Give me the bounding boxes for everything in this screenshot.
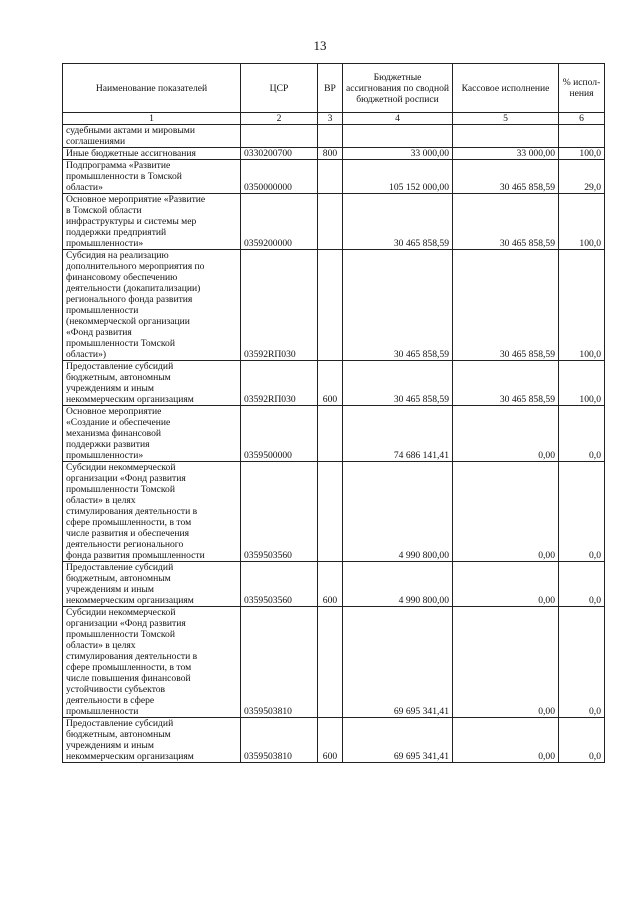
execution-percent-cell: 100,0 — [559, 361, 605, 406]
csr-cell: 0359503560 — [241, 562, 318, 607]
table-row — [63, 406, 605, 462]
indicator-name-line: некоммерческим организациям — [66, 595, 194, 606]
table-row — [63, 562, 605, 607]
vr-cell: 600 — [318, 718, 343, 763]
indicator-name-line: дополнительного мероприятия по — [66, 261, 205, 272]
indicator-name-line: в Томской области — [66, 205, 142, 216]
indicator-name-line: финансовому обеспечению — [66, 272, 178, 283]
csr-cell: 0359503810 — [241, 607, 318, 718]
indicator-name-cell — [63, 607, 241, 718]
budget-assignments-cell: 69 695 341,41 — [343, 718, 453, 763]
csr-cell: 0359503810 — [241, 718, 318, 763]
indicator-name-line: соглашениями — [66, 136, 126, 147]
indicator-name-line: деятельности (докапитализации) — [66, 283, 201, 294]
budget-assignments-cell: 30 465 858,59 — [343, 361, 453, 406]
indicator-name-line: учреждениям и иным — [66, 584, 154, 595]
cash-execution-cell: 0,00 — [453, 406, 559, 462]
indicator-name-line: Субсидии некоммерческой — [66, 462, 176, 473]
cash-execution-cell: 33 000,00 — [453, 148, 559, 160]
table-row — [63, 718, 605, 763]
indicator-name-cell — [63, 148, 241, 160]
execution-percent-cell: 29,0 — [559, 160, 605, 194]
indicator-name-line: числе развития и обеспечения — [66, 528, 190, 539]
indicator-name-cell — [63, 194, 241, 250]
vr-cell — [318, 406, 343, 462]
table-row — [63, 250, 605, 361]
indicator-name-line: промышленности — [66, 706, 139, 717]
column-number: 1 — [63, 113, 241, 125]
indicator-name-line: Основное мероприятие — [66, 406, 162, 417]
indicator-name-line: бюджетным, автономным — [66, 573, 171, 584]
indicator-name-cell — [63, 718, 241, 763]
table-row — [63, 125, 605, 148]
execution-percent-cell: 100,0 — [559, 194, 605, 250]
budget-assignments-cell: 30 465 858,59 — [343, 194, 453, 250]
indicator-name-cell — [63, 125, 241, 148]
indicator-name-cell — [63, 562, 241, 607]
indicator-name-line: Субсидия на реализацию — [66, 250, 169, 261]
indicator-name-line: числе повышения финансовой — [66, 673, 191, 684]
budget-assignments-cell: 4 990 800,00 — [343, 562, 453, 607]
indicator-name-line: «Фонд развития — [66, 327, 132, 338]
indicator-name-line: области») — [66, 349, 107, 360]
vr-cell — [318, 250, 343, 361]
indicator-name-line: Иные бюджетные ассигнования — [66, 148, 196, 159]
cash-execution-cell: 0,00 — [453, 607, 559, 718]
indicator-name-cell — [63, 250, 241, 361]
column-number: 4 — [343, 113, 453, 125]
indicator-name-line: деятельности регионального — [66, 539, 184, 550]
cash-execution-cell: 30 465 858,59 — [453, 361, 559, 406]
header-indicator-name: Наименование показателей — [63, 64, 241, 113]
vr-cell: 800 — [318, 148, 343, 160]
table-row — [63, 361, 605, 406]
execution-percent-cell — [559, 125, 605, 148]
cash-execution-cell — [453, 125, 559, 148]
header-cash-execution: Кассовое исполнение — [453, 64, 559, 113]
vr-cell — [318, 462, 343, 562]
indicator-name-line: деятельности в сфере — [66, 695, 155, 706]
csr-cell: 0359503560 — [241, 462, 318, 562]
budget-assignments-cell: 69 695 341,41 — [343, 607, 453, 718]
csr-cell — [241, 125, 318, 148]
indicator-name-line: некоммерческим организациям — [66, 394, 194, 405]
csr-cell: 0350000000 — [241, 160, 318, 194]
indicator-name-line: Предоставление субсидий — [66, 718, 174, 729]
indicator-name-line: фонда развития промышленности — [66, 550, 205, 561]
cash-execution-cell: 30 465 858,59 — [453, 160, 559, 194]
table-row — [63, 194, 605, 250]
indicator-name-line: стимулирования деятельности в — [66, 651, 198, 662]
budget-execution-table — [62, 63, 605, 763]
budget-assignments-cell — [343, 125, 453, 148]
vr-cell — [318, 125, 343, 148]
indicator-name-line: промышленности — [66, 305, 139, 316]
header-execution-percent: % испол-нения — [559, 64, 605, 113]
column-number: 2 — [241, 113, 318, 125]
execution-percent-cell: 100,0 — [559, 250, 605, 361]
indicator-name-line: области» в целях — [66, 495, 136, 506]
csr-cell: 0359500000 — [241, 406, 318, 462]
header-budget-assignments: Бюджетные ассигнования по сводной бюджетной росписи — [343, 64, 453, 113]
table-row — [63, 462, 605, 562]
execution-percent-cell: 0,0 — [559, 718, 605, 763]
indicator-name-line: промышленности» — [66, 238, 144, 249]
indicator-name-line: поддержки развития — [66, 439, 150, 450]
indicator-name-line: бюджетным, автономным — [66, 372, 171, 383]
csr-cell: 0330200700 — [241, 148, 318, 160]
column-number: 3 — [318, 113, 343, 125]
indicator-name-cell — [63, 406, 241, 462]
indicator-name-line: сфере промышленности, в том — [66, 517, 192, 528]
vr-cell: 600 — [318, 562, 343, 607]
cash-execution-cell: 0,00 — [453, 562, 559, 607]
budget-assignments-cell: 74 686 141,41 — [343, 406, 453, 462]
indicator-name-line: Подпрограмма «Развитие — [66, 160, 171, 171]
indicator-name-line: стимулирования деятельности в — [66, 506, 198, 517]
indicator-name-line: промышленности Томской — [66, 629, 175, 640]
indicator-name-line: промышленности в Томской — [66, 171, 182, 182]
cash-execution-cell: 0,00 — [453, 718, 559, 763]
csr-cell: 03592RП030 — [241, 250, 318, 361]
indicator-name-line: устойчивости субъектов — [66, 684, 166, 695]
execution-percent-cell: 100,0 — [559, 148, 605, 160]
budget-assignments-cell: 105 152 000,00 — [343, 160, 453, 194]
cash-execution-cell: 0,00 — [453, 462, 559, 562]
execution-percent-cell: 0,0 — [559, 607, 605, 718]
execution-percent-cell: 0,0 — [559, 406, 605, 462]
indicator-name-line: промышленности Томской — [66, 338, 175, 349]
cash-execution-cell: 30 465 858,59 — [453, 250, 559, 361]
column-number: 6 — [559, 113, 605, 125]
indicator-name-line: промышленности Томской — [66, 484, 175, 495]
header-csr: ЦСР — [241, 64, 318, 113]
indicator-name-line: регионального фонда развития — [66, 294, 193, 305]
indicator-name-line: механизма финансовой — [66, 428, 162, 439]
indicator-name-line: «Создание и обеспечение — [66, 417, 171, 428]
indicator-name-line: Предоставление субсидий — [66, 562, 174, 573]
indicator-name-line: Субсидии некоммерческой — [66, 607, 176, 618]
cash-execution-cell: 30 465 858,59 — [453, 194, 559, 250]
indicator-name-line: Основное мероприятие «Развитие — [66, 194, 206, 205]
page-number: 13 — [313, 38, 327, 53]
indicator-name-line: сфере промышленности, в том — [66, 662, 192, 673]
indicator-name-line: области» в целях — [66, 640, 136, 651]
column-numbers-row — [63, 113, 605, 125]
indicator-name-line: инфраструктуры и системы мер — [66, 216, 197, 227]
budget-assignments-cell: 30 465 858,59 — [343, 250, 453, 361]
indicator-name-line: области» — [66, 182, 103, 193]
vr-cell — [318, 194, 343, 250]
column-number: 5 — [453, 113, 559, 125]
csr-cell: 03592RП030 — [241, 361, 318, 406]
vr-cell — [318, 607, 343, 718]
indicator-name-line: организации «Фонд развития — [66, 473, 186, 484]
indicator-name-line: бюджетным, автономным — [66, 729, 171, 740]
indicator-name-line: учреждениям и иным — [66, 740, 154, 751]
budget-assignments-cell: 33 000,00 — [343, 148, 453, 160]
vr-cell: 600 — [318, 361, 343, 406]
indicator-name-line: судебными актами и мировыми — [66, 125, 196, 136]
indicator-name-line: поддержки предприятий — [66, 227, 167, 238]
table-row — [63, 148, 605, 160]
header-vr: ВР — [318, 64, 343, 113]
indicator-name-line: промышленности» — [66, 450, 144, 461]
indicator-name-cell — [63, 462, 241, 562]
indicator-name-cell — [63, 361, 241, 406]
budget-assignments-cell: 4 990 800,00 — [343, 462, 453, 562]
indicator-name-line: организации «Фонд развития — [66, 618, 186, 629]
table-header-row — [63, 64, 605, 113]
indicator-name-line: Предоставление субсидий — [66, 361, 174, 372]
table-row — [63, 607, 605, 718]
indicator-name-line: (некоммерческой организации — [66, 316, 190, 327]
indicator-name-line: учреждениям и иным — [66, 383, 154, 394]
execution-percent-cell: 0,0 — [559, 562, 605, 607]
indicator-name-line: некоммерческим организациям — [66, 751, 194, 762]
table-row — [63, 160, 605, 194]
vr-cell — [318, 160, 343, 194]
execution-percent-cell: 0,0 — [559, 462, 605, 562]
indicator-name-cell — [63, 160, 241, 194]
csr-cell: 0359200000 — [241, 194, 318, 250]
